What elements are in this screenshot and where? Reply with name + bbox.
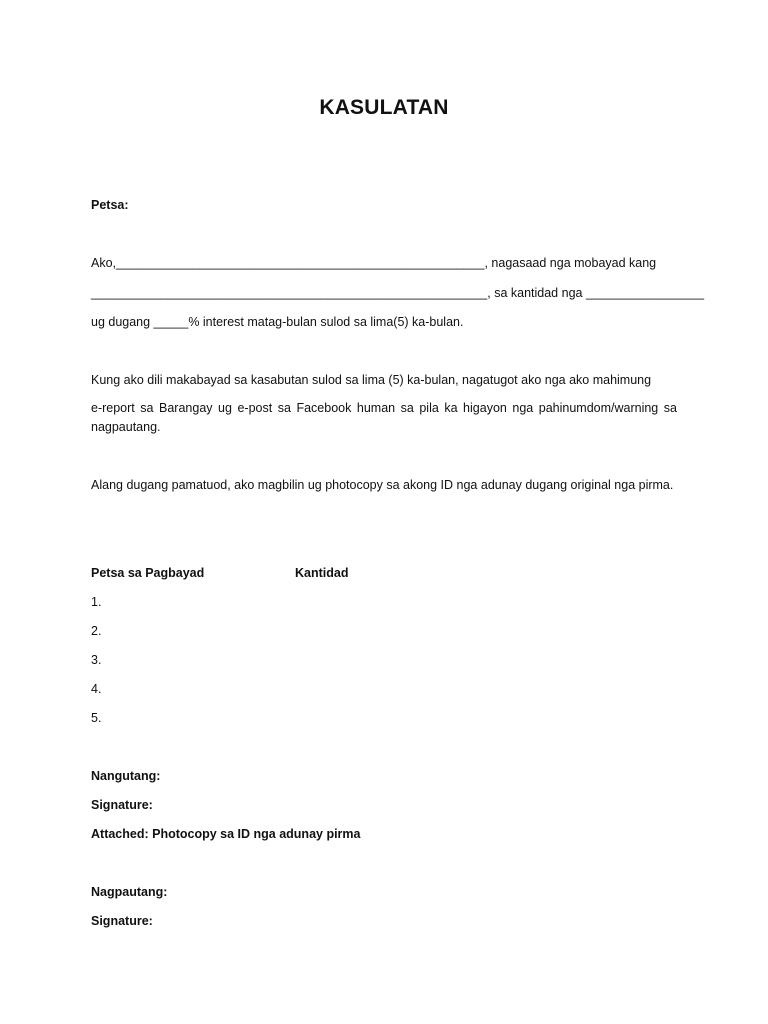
payment-row: 3.: [91, 653, 102, 667]
amount-line: _________________________________________________________, sa kantidad nga _________________: [91, 286, 705, 300]
lender-signature-label: Signature:: [91, 914, 153, 928]
payment-amount-header: Kantidad: [295, 566, 349, 580]
document-title: KASULATAN: [319, 96, 449, 119]
payment-row: 5.: [91, 711, 102, 725]
agreement-paragraph-continuation: e-report sa Barangay ug e-post sa Facebook human sa pila ka higayon nga pahinumdom/warning sa nagpautang.: [91, 401, 677, 434]
borrower-statement-line: Ako,_____________________________________________________, nagasaad nga mobayad kang: [91, 256, 657, 270]
payment-row: 2.: [91, 624, 102, 638]
proof-paragraph: Alang dugang pamatuod, ako magbilin ug photocopy sa akong ID nga adunay dugang original nga pirma.: [91, 478, 674, 492]
payment-date-header: Petsa sa Pagbayad: [91, 566, 205, 580]
lender-label: Nagpautang:: [91, 885, 168, 899]
payment-row: 1.: [91, 595, 102, 609]
agreement-paragraph-first-line: Kung ako dili makabayad sa kasabutan sulod sa lima (5) ka-bulan, nagatugot ako nga ako mahimung: [91, 373, 652, 387]
interest-line: ug dugang _____% interest matag-bulan sulod sa lima(5) ka-bulan.: [91, 315, 464, 329]
date-label: Petsa:: [91, 198, 129, 212]
borrower-label: Nangutang:: [91, 769, 161, 783]
borrower-signature-label: Signature:: [91, 798, 153, 812]
attached-note: Attached: Photocopy sa ID nga adunay pirma: [91, 827, 361, 841]
payment-row: 4.: [91, 682, 102, 696]
